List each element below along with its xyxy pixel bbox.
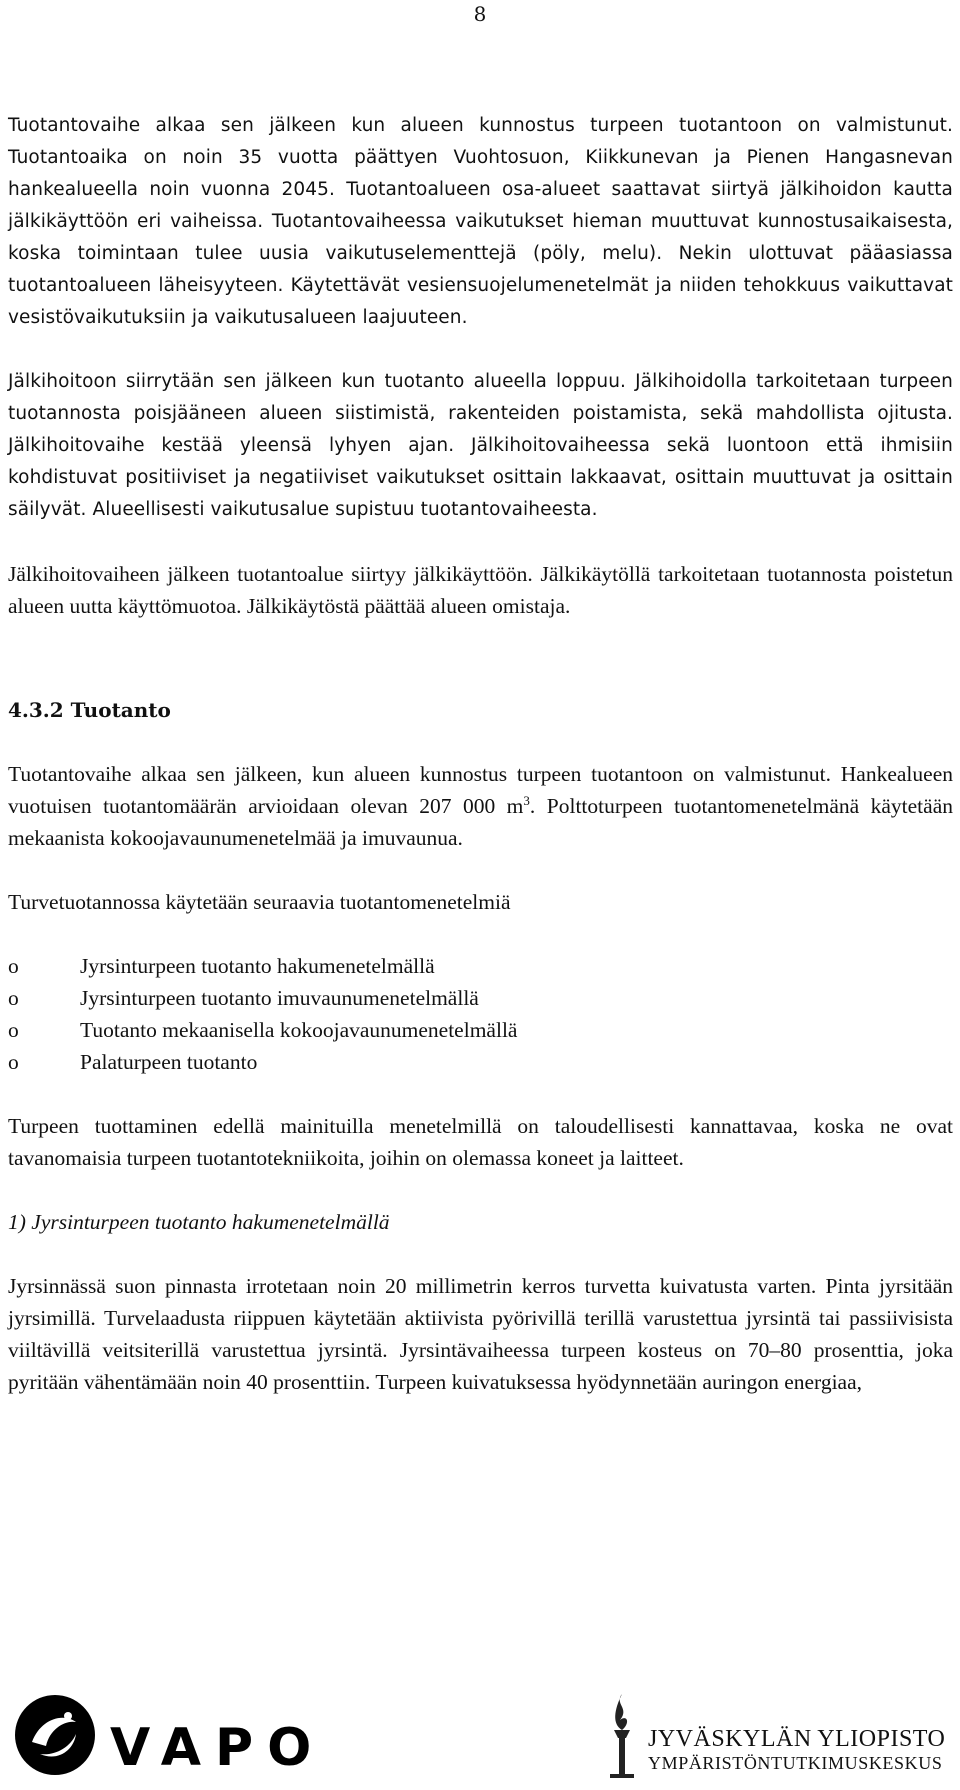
bullet-marker: o (8, 1018, 19, 1042)
production-text-end: . Polttoturpeen tuotantomenetelmänä käytetään mekaanista kokoojavaunumenetelmää ja imuvaunua. (8, 794, 953, 850)
method-label: Jyrsinturpeen tuotanto hakumenetelmällä (80, 954, 435, 978)
list-item (8, 1046, 953, 1078)
subsection-heading: 1) Jyrsinturpeen tuotanto hakumenetelmällä (8, 1210, 390, 1234)
vapo-emblem-icon (10, 1690, 100, 1780)
section-heading: 4.3.2 Tuotanto (8, 698, 171, 722)
document-body (8, 110, 953, 1398)
methods-intro: Turvetuotannossa käytetään seuraavia tuotantomenetelmiä (8, 890, 511, 914)
department-name: YMPÄRISTÖNTUTKIMUSKESKUS (648, 1753, 943, 1773)
paragraph-production-volume (8, 758, 953, 854)
production-text-start: Tuotantovaihe alkaa sen jälkeen, kun alueen kunnostus turpeen tuotantoon on valmistunut. Hankealueen vuotuisen tuotantomäärän arvioidaan olevan 207 000 m (8, 762, 953, 818)
paragraph-milling: Jyrsinnässä suon pinnasta irrotetaan noin 20 millimetrin kerros turvetta kuivatusta varten. Pinta jyrsitään jyrsimillä. Turvelaadusta riippuen käytetään aktiivista pyörivillä terillä varustettua jyrsintä tai passiivisista viiltävillä veitsiterillä varustettua jyrsintä. Jyrsintävaiheessa turpeen kosteus on 70–80 prosenttia, joka pyritään vähentämään noin 40 prosenttiin. Turpeen kuivatuksessa hyödynnetään auringon energiaa, (8, 1274, 953, 1394)
method-label: Tuotanto mekaanisella kokoojavaunumenetelmällä (80, 1018, 518, 1042)
methods-note: Turpeen tuottaminen edellä mainituilla menetelmillä on taloudellisesti kannattavaa, koska ne ovat tavanomaisia turpeen tuotantotekniikoita, joihin on olemassa koneet ja laitteet. (8, 1114, 953, 1170)
method-label: Palaturpeen tuotanto (80, 1050, 258, 1074)
torch-icon (600, 1690, 644, 1780)
university-name: JYVÄSKYLÄN YLIOPISTO (648, 1726, 946, 1752)
list-item (8, 982, 953, 1014)
production-superscript: 3 (523, 792, 530, 808)
list-item (8, 1014, 953, 1046)
page-number: 8 (473, 2, 487, 26)
paragraph-after-use: Jälkihoitovaiheen jälkeen tuotantoalue siirtyy jälkikäyttöön. Jälkikäytöllä tarkoitetaan tuotannosta poistetun alueen uutta käyttömuotoa. Jälkikäytöstä päättää alueen omistaja. (8, 562, 953, 618)
paragraph-production-phase: Tuotantovaihe alkaa sen jälkeen kun alueen kunnostus turpeen tuotantoon on valmistunut. Tuotantoaika on noin 35 vuotta päättyen Vuohtosuon, Kiikkunevan ja Pienen Hangasnevan hankealueella noin vuonna 2045. Tuotantoalueen osa-alueet saattavat siirtyä jälkihoidon kautta jälkikäyttöön eri vaiheissa. Tuotantovaiheessa vaikutukset hieman muuttuvat kunnostusaikaisesta, koska toimintaan tulee uusia vaikutuselementtejä (pöly, melu). Nekin ulottuvat pääasiassa tuotantoalueen läheisyyteen. Käytettävät vesiensuojelumenetelmät ja niiden tehokkuus vaikuttavat vesistövaikutuksiin ja vaikutusalueen laajuuteen. (8, 115, 953, 328)
bullet-marker: o (8, 986, 19, 1010)
list-item (8, 950, 953, 982)
university-text (648, 1726, 945, 1774)
methods-list (8, 950, 953, 1078)
university-logo (600, 1690, 950, 1780)
paragraph-aftercare: Jälkihoitoon siirrytään sen jälkeen kun tuotanto alueella loppuu. Jälkihoidolla tarkoitetaan turpeen tuotannosta poisjääneen alueen siistimistä, rakenteiden poistamista, sekä mahdollista ojitusta. Jälkihoitovaihe kestää yleensä lyhyen ajan. Jälkihoitovaiheessa sekä luontoon että ihmisiin kohdistuvat positiiviset ja negatiiviset vaikutukset osittain lakkaavat, osittain muuttuvat ja osittain säilyvät. Alueellisesti vaikutusalue supistuu tuotantovaiheesta. (8, 371, 953, 520)
vapo-logo (10, 1690, 326, 1780)
vapo-logo-text: VAPO (110, 1718, 326, 1778)
bullet-marker: o (8, 954, 19, 978)
page-footer (0, 1690, 960, 1790)
bullet-marker: o (8, 1050, 19, 1074)
method-label: Jyrsinturpeen tuotanto imuvaunumenetelmällä (80, 986, 479, 1010)
